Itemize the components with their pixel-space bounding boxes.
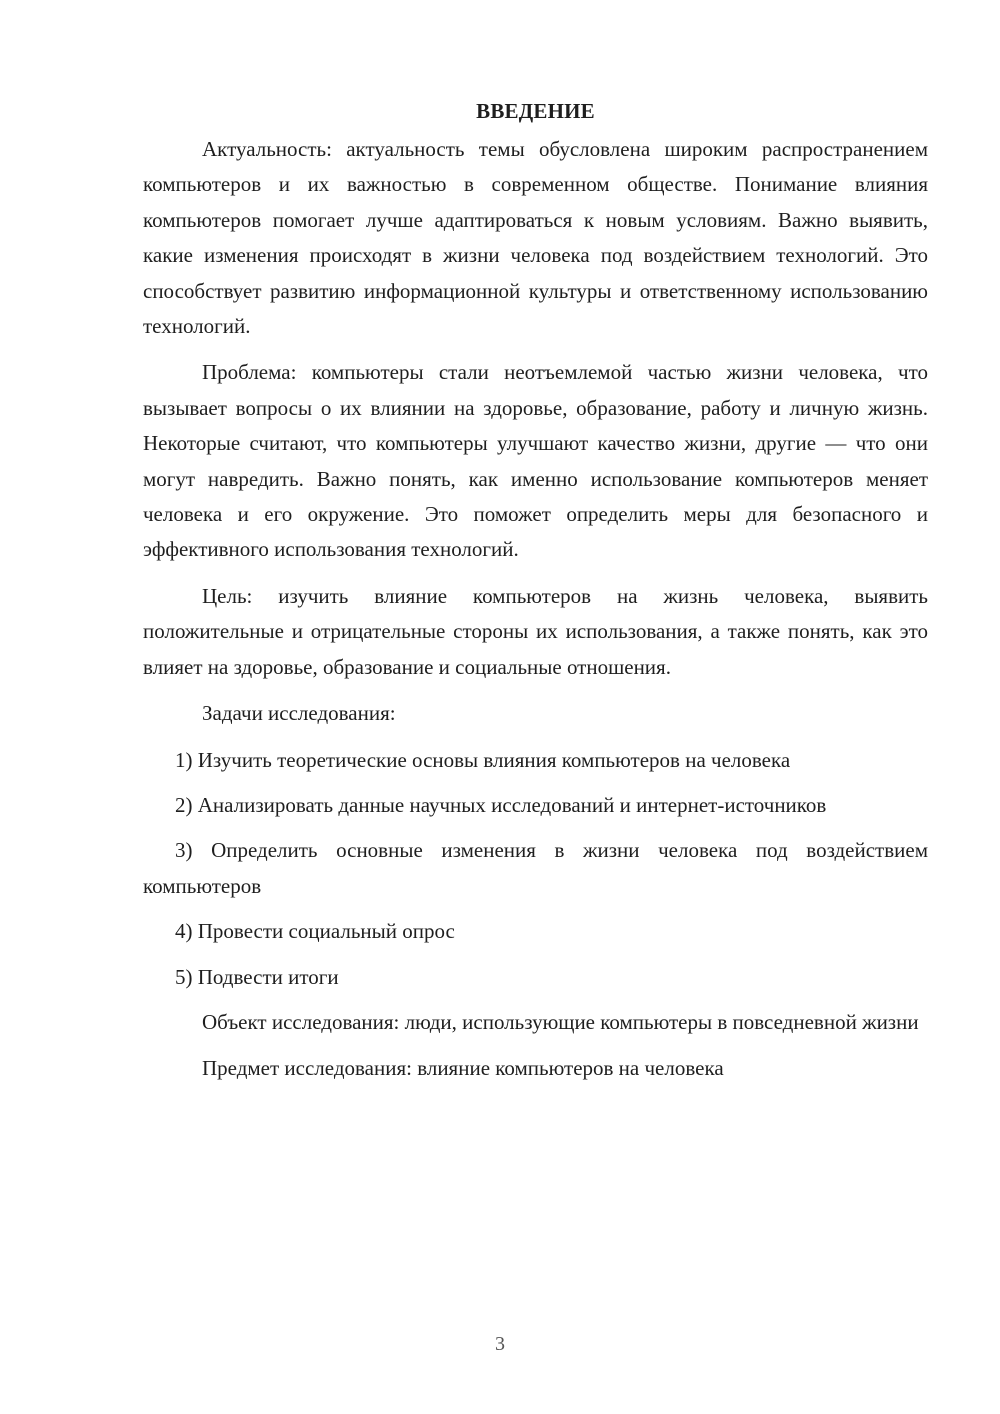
task-item-1: 1) Изучить теоретические основы влияния компьютеров на человека <box>175 747 791 772</box>
page-number: 3 <box>495 1333 505 1355</box>
paragraph-tasks-heading: Задачи исследования: <box>202 701 396 726</box>
section-title: ВВЕДЕНИЕ <box>476 99 595 123</box>
paragraph-research-subject: Предмет исследования: влияние компьютеров на человека <box>202 1056 724 1081</box>
paragraph-goal: Цель: изучить влияние компьютеров на жизнь человека, выявить положительные и отрицательные стороны их использования, а также понять, как это влияет на здоровье, образование и социальные отношения. <box>143 583 928 679</box>
paragraph-research-object: Объект исследования: люди, использующие компьютеры в повседневной жизни <box>202 1009 919 1034</box>
task-item-5: 5) Подвести итоги <box>175 964 339 989</box>
paragraph-relevance: Актуальность: актуальность темы обусловлена широким распространением компьютеров и их важностью в современном обществе. Понимание влияния компьютеров помогает лучше адаптироваться к новым условиям. Важно выявить, какие изменения происходят в жизни человека под воздействием технологий. Это способствует развитию информационной культуры и ответственному использованию технологий. <box>143 137 928 339</box>
paragraph-problem: Проблема: компьютеры стали неотъемлемой частью жизни человека, что вызывает вопросы о их влиянии на здоровье, образование, работу и личную жизнь. Некоторые считают, что компьютеры улучшают качество жизни, другие — что они могут навредить. Важно понять, как именно использование компьютеров меняет человека и его окружение. Это поможет определить меры для безопасного и эффективного использования технологий. <box>143 360 928 562</box>
document-page <box>143 93 928 1098</box>
task-item-3: 3) Определить основные изменения в жизни человека под воздействием компьютеров <box>143 838 928 898</box>
task-item-2: 2) Анализировать данные научных исследований и интернет-источников <box>175 792 827 817</box>
task-item-4: 4) Провести социальный опрос <box>175 919 455 944</box>
